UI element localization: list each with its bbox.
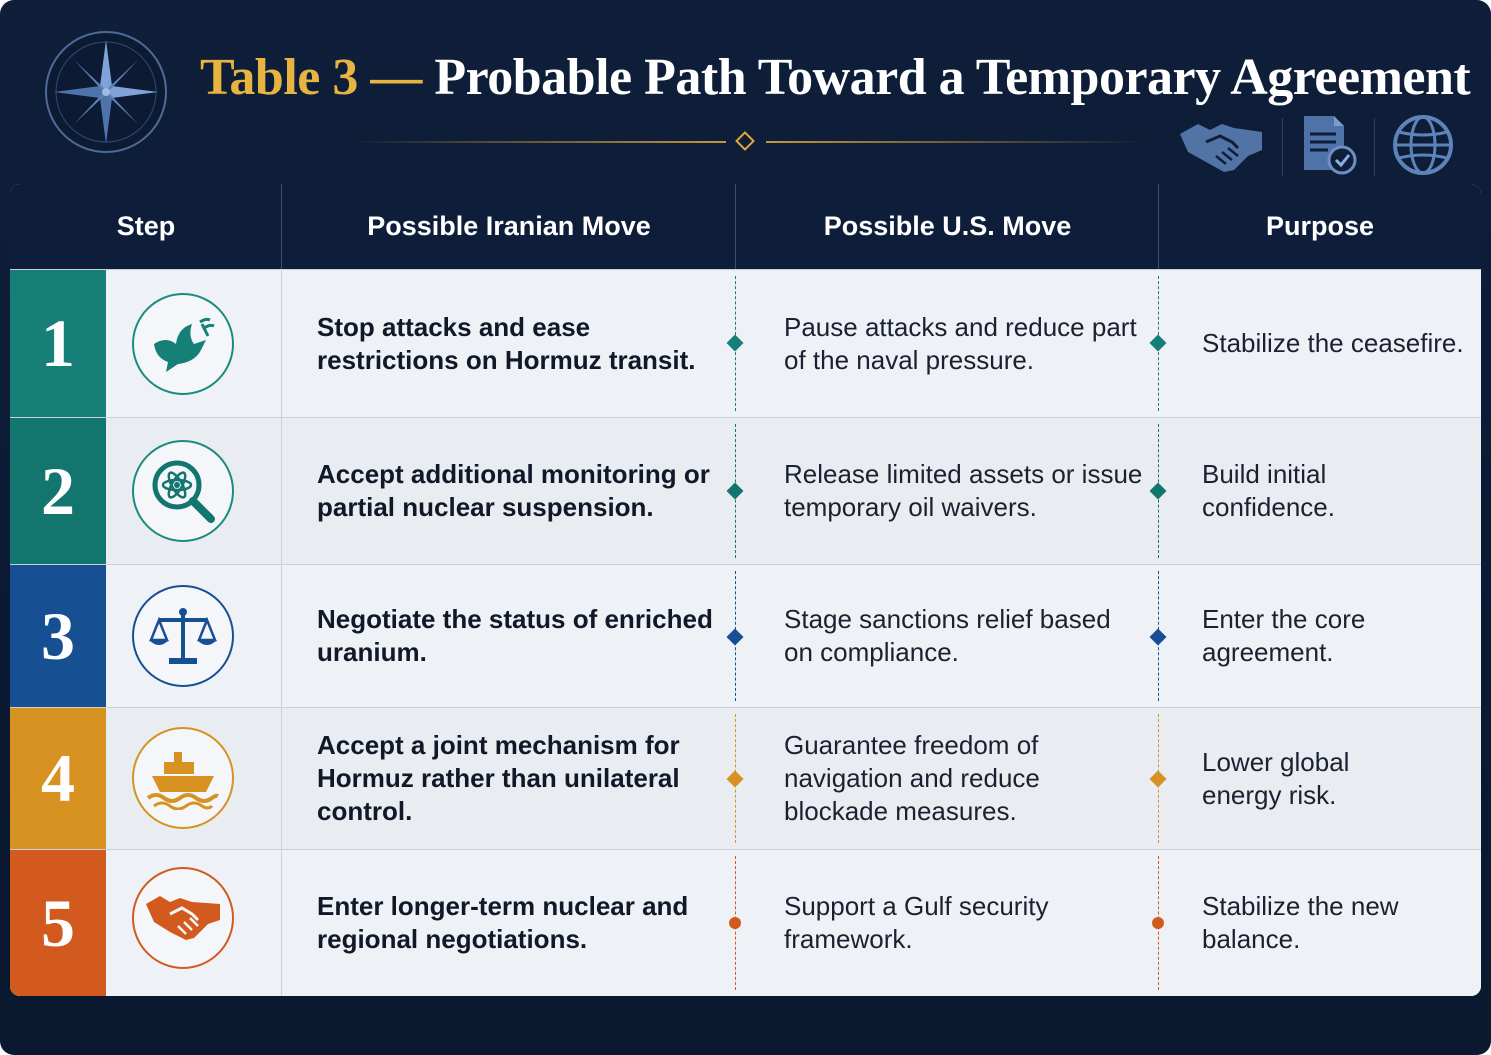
scales-icon [132, 585, 234, 687]
table-row [10, 269, 1481, 417]
header-icon-divider [1282, 118, 1283, 176]
iranian-move-cell: Stop attacks and ease restrictions on Hormuz transit. [317, 311, 696, 375]
header-icon-divider-2 [1374, 118, 1375, 176]
us-move-cell: Support a Gulf security framework. [784, 891, 1049, 954]
handshake-icon [132, 867, 234, 969]
title-rule-right [766, 141, 1146, 143]
title-rule-diamond [735, 131, 755, 151]
step-number: 4 [10, 708, 106, 849]
column-divider [281, 565, 282, 707]
table-row [10, 417, 1481, 564]
purpose-cell: Lower global energy risk. [1202, 746, 1350, 810]
flow-marker [729, 917, 741, 929]
column-divider [281, 270, 282, 417]
purpose-cell: Stabilize the new balance. [1202, 891, 1399, 954]
step-number: 3 [10, 565, 106, 707]
agreement-path-table [10, 184, 1481, 996]
table-row [10, 707, 1481, 849]
flow-marker [1150, 629, 1167, 646]
flow-marker [1152, 917, 1164, 929]
iranian-move-cell: Negotiate the status of enriched uranium. [317, 604, 713, 667]
purpose-cell: Stabilize the ceasefire. [1202, 328, 1464, 358]
step-number: 1 [10, 270, 106, 417]
us-move-cell: Stage sanctions relief based on compliance. [784, 604, 1111, 667]
flow-marker [727, 483, 744, 500]
compass-icon [44, 28, 168, 156]
title-dash: — [357, 49, 435, 106]
page-title [200, 38, 1471, 118]
column-divider [281, 850, 282, 996]
title-main: Probable Path Toward a Temporary Agreement [434, 49, 1471, 106]
title-prefix: Table 3 [200, 49, 358, 106]
flow-marker [727, 335, 744, 352]
step-number: 5 [10, 850, 106, 996]
column-header-step: Step [116, 211, 176, 241]
flow-marker [1150, 483, 1167, 500]
purpose-cell: Enter the core agreement. [1202, 604, 1366, 667]
document-check-icon [1298, 112, 1360, 176]
atom-magnifier-icon [132, 440, 234, 542]
step-number: 2 [10, 418, 106, 564]
iranian-move-cell: Accept additional monitoring or partial nuclear suspension. [317, 459, 710, 522]
dove-icon [132, 293, 234, 395]
title-rule-left [350, 141, 726, 143]
iranian-move-cell: Enter longer-term nuclear and regional negotiations. [317, 891, 689, 954]
us-move-cell: Release limited assets or issue temporary oil waivers. [784, 459, 1143, 522]
globe-icon [1390, 112, 1456, 178]
table-row [10, 849, 1481, 996]
column-divider [281, 418, 282, 564]
flow-marker [727, 771, 744, 788]
iranian-move-cell: Accept a joint mechanism for Hormuz rather than unilateral control. [317, 730, 680, 826]
us-move-cell: Pause attacks and reduce part of the naval pressure. [784, 311, 1137, 375]
handshake-icon [1176, 112, 1266, 176]
table-row [10, 564, 1481, 707]
table-header [10, 184, 1481, 269]
column-header-purpose: Purpose [1265, 211, 1375, 241]
purpose-cell: Build initial confidence. [1202, 459, 1335, 522]
column-divider [281, 708, 282, 849]
flow-marker [1150, 771, 1167, 788]
us-move-cell: Guarantee freedom of navigation and reduce blockade measures. [784, 730, 1040, 826]
column-header-us-move: Possible U.S. Move [823, 211, 1072, 241]
flow-marker [1150, 335, 1167, 352]
flow-marker [727, 629, 744, 646]
column-header-iranian-move: Possible Iranian Move [367, 211, 651, 241]
ship-icon [132, 727, 234, 829]
